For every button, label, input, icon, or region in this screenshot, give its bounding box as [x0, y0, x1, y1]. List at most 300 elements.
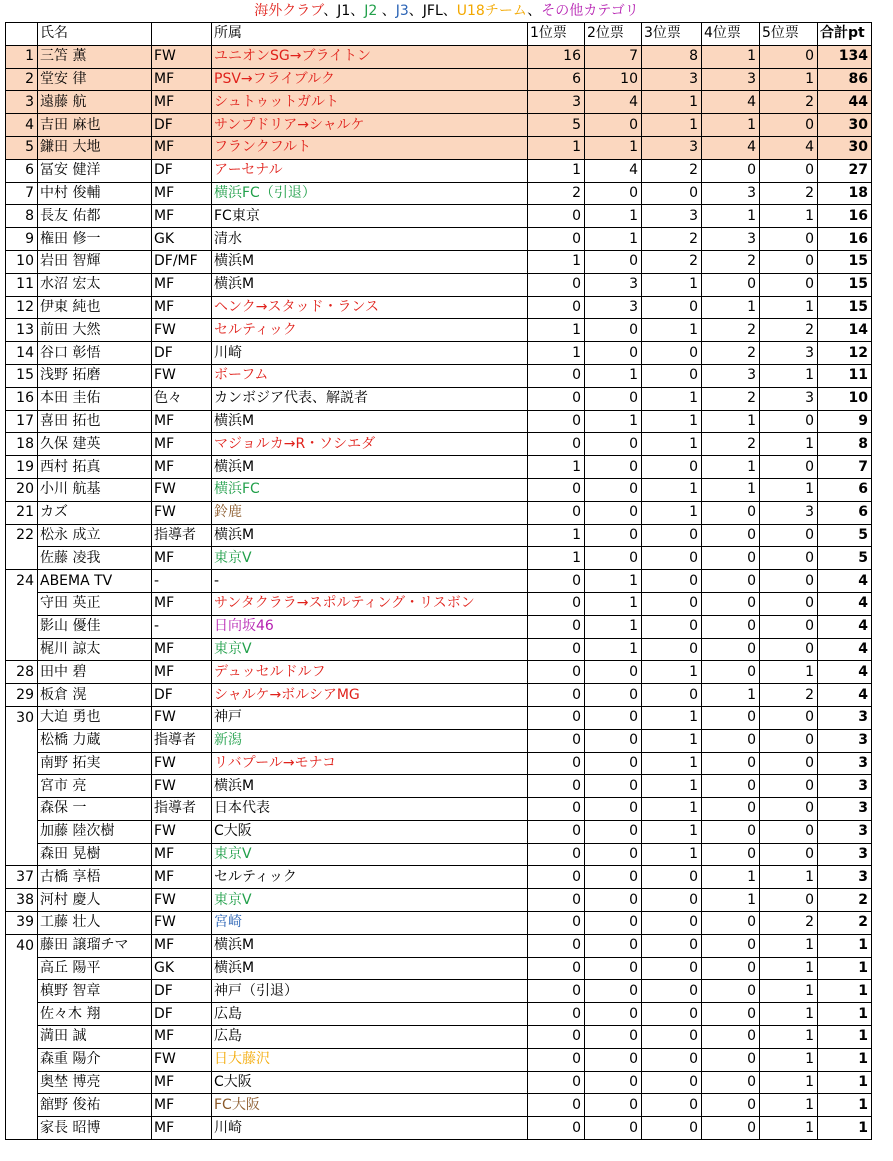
- rank-cell: 38: [6, 889, 38, 912]
- club-cell: 川崎: [212, 1117, 528, 1140]
- total-points: 18: [818, 182, 872, 205]
- vote-1-cell: 0: [528, 364, 585, 387]
- club-cell: ボーフム: [212, 364, 528, 387]
- player-name: 満田 誠: [38, 1026, 152, 1049]
- vote-3-cell: 1: [642, 775, 702, 798]
- vote-2-cell: 1: [585, 615, 642, 638]
- vote-3-cell: 0: [642, 638, 702, 661]
- total-points: 1: [818, 980, 872, 1003]
- rank-cell: [6, 729, 38, 752]
- player-name: 影山 優佳: [38, 615, 152, 638]
- vote-4-cell: 0: [702, 820, 760, 843]
- vote-3-cell: 3: [642, 136, 702, 159]
- vote-1-cell: 0: [528, 1026, 585, 1049]
- vote-5-cell: 2: [760, 684, 818, 707]
- vote-2-cell: 1: [585, 364, 642, 387]
- vote-5-cell: 0: [760, 410, 818, 433]
- vote-2-cell: 3: [585, 273, 642, 296]
- table-row: [6, 638, 872, 661]
- position-cell: DF: [152, 980, 212, 1003]
- rank-cell: [6, 1117, 38, 1140]
- vote-4-cell: 2: [702, 342, 760, 365]
- club-cell: 東京V: [212, 889, 528, 912]
- club-cell: PSV→フライブルク: [212, 68, 528, 91]
- position-cell: MF: [152, 91, 212, 114]
- vote-4-cell: 0: [702, 273, 760, 296]
- vote-3-cell: 0: [642, 1003, 702, 1026]
- total-points: 11: [818, 364, 872, 387]
- table-row: [6, 91, 872, 114]
- position-cell: FW: [152, 501, 212, 524]
- table-row: [6, 706, 872, 729]
- vote-4-cell: 2: [702, 250, 760, 273]
- vote-2-cell: 0: [585, 775, 642, 798]
- table-row: [6, 205, 872, 228]
- club-cell: 横浜M: [212, 250, 528, 273]
- table-row: [6, 775, 872, 798]
- rank-cell: [6, 820, 38, 843]
- vote-4-cell: 0: [702, 706, 760, 729]
- player-name: 板倉 滉: [38, 684, 152, 707]
- player-name: 水沼 宏太: [38, 273, 152, 296]
- club-cell: リバプール→モナコ: [212, 752, 528, 775]
- club-cell: FC東京: [212, 205, 528, 228]
- player-name: 浅野 拓磨: [38, 364, 152, 387]
- vote-5-cell: 1: [760, 68, 818, 91]
- table-row: [6, 136, 872, 159]
- rank-cell: 19: [6, 456, 38, 479]
- position-cell: DF: [152, 1003, 212, 1026]
- rank-cell: 21: [6, 501, 38, 524]
- rank-cell: [6, 775, 38, 798]
- vote-5-cell: 1: [760, 1117, 818, 1140]
- player-name: 古橋 享梧: [38, 866, 152, 889]
- table-row: [6, 592, 872, 615]
- vote-3-cell: 1: [642, 661, 702, 684]
- rank-cell: 3: [6, 91, 38, 114]
- vote-1-cell: 0: [528, 889, 585, 912]
- vote-5-cell: 2: [760, 182, 818, 205]
- header-name: 氏名: [38, 23, 152, 46]
- club-cell: 東京V: [212, 638, 528, 661]
- rank-cell: 20: [6, 478, 38, 501]
- position-cell: 指導者: [152, 798, 212, 821]
- vote-4-cell: 0: [702, 1117, 760, 1140]
- vote-3-cell: 1: [642, 91, 702, 114]
- vote-1-cell: 0: [528, 1071, 585, 1094]
- position-cell: MF: [152, 433, 212, 456]
- rank-cell: 8: [6, 205, 38, 228]
- player-name: 田中 碧: [38, 661, 152, 684]
- player-name: 西村 拓真: [38, 456, 152, 479]
- rank-cell: 4: [6, 114, 38, 137]
- vote-5-cell: 1: [760, 1003, 818, 1026]
- total-points: 2: [818, 912, 872, 935]
- vote-5-cell: 1: [760, 205, 818, 228]
- vote-4-cell: 2: [702, 319, 760, 342]
- total-points: 8: [818, 433, 872, 456]
- vote-3-cell: 2: [642, 250, 702, 273]
- club-cell: 横浜M: [212, 775, 528, 798]
- vote-2-cell: 0: [585, 706, 642, 729]
- position-cell: FW: [152, 820, 212, 843]
- vote-5-cell: 1: [760, 1026, 818, 1049]
- table-row: [6, 228, 872, 251]
- table-row: [6, 68, 872, 91]
- vote-2-cell: 0: [585, 1071, 642, 1094]
- vote-4-cell: 1: [702, 456, 760, 479]
- vote-3-cell: 0: [642, 342, 702, 365]
- player-name: 前田 大然: [38, 319, 152, 342]
- vote-2-cell: 1: [585, 570, 642, 593]
- vote-3-cell: 1: [642, 410, 702, 433]
- vote-5-cell: 0: [760, 706, 818, 729]
- vote-3-cell: 0: [642, 364, 702, 387]
- header-vote5: 5位票: [760, 23, 818, 46]
- category-legend: [0, 1, 893, 21]
- club-cell: 広島: [212, 1026, 528, 1049]
- vote-2-cell: 0: [585, 1094, 642, 1117]
- total-points: 4: [818, 570, 872, 593]
- club-cell: セルティック: [212, 319, 528, 342]
- rank-cell: [6, 1003, 38, 1026]
- player-name: 森田 晃樹: [38, 843, 152, 866]
- rank-cell: 15: [6, 364, 38, 387]
- club-cell: C大阪: [212, 820, 528, 843]
- table-row: [6, 478, 872, 501]
- vote-4-cell: 1: [702, 684, 760, 707]
- total-points: 15: [818, 296, 872, 319]
- position-cell: FW: [152, 889, 212, 912]
- player-name: 伊東 純也: [38, 296, 152, 319]
- vote-2-cell: 1: [585, 136, 642, 159]
- vote-3-cell: 1: [642, 319, 702, 342]
- player-name: 舘野 俊祐: [38, 1094, 152, 1117]
- ranking-body: [6, 45, 872, 1139]
- vote-3-cell: 0: [642, 980, 702, 1003]
- vote-5-cell: 4: [760, 136, 818, 159]
- vote-5-cell: 0: [760, 45, 818, 68]
- vote-1-cell: 0: [528, 912, 585, 935]
- vote-3-cell: 0: [642, 524, 702, 547]
- vote-2-cell: 0: [585, 820, 642, 843]
- vote-5-cell: 0: [760, 524, 818, 547]
- table-row: [6, 524, 872, 547]
- table-row: [6, 319, 872, 342]
- header-vote2: 2位票: [585, 23, 642, 46]
- club-cell: 横浜M: [212, 456, 528, 479]
- total-points: 3: [818, 775, 872, 798]
- vote-5-cell: 0: [760, 638, 818, 661]
- vote-4-cell: 0: [702, 547, 760, 570]
- legend-segment: U18チーム: [456, 3, 528, 19]
- vote-1-cell: 0: [528, 570, 585, 593]
- vote-5-cell: 1: [760, 1048, 818, 1071]
- vote-2-cell: 0: [585, 957, 642, 980]
- player-name: 岩田 智輝: [38, 250, 152, 273]
- total-points: 16: [818, 205, 872, 228]
- total-points: 1: [818, 1026, 872, 1049]
- vote-2-cell: 3: [585, 296, 642, 319]
- vote-3-cell: 1: [642, 798, 702, 821]
- position-cell: FW: [152, 752, 212, 775]
- vote-2-cell: 0: [585, 524, 642, 547]
- table-row: [6, 570, 872, 593]
- vote-3-cell: 1: [642, 273, 702, 296]
- vote-2-cell: 4: [585, 91, 642, 114]
- vote-4-cell: 0: [702, 752, 760, 775]
- club-cell: 横浜FC（引退）: [212, 182, 528, 205]
- vote-3-cell: 0: [642, 1026, 702, 1049]
- vote-5-cell: 1: [760, 661, 818, 684]
- club-cell: 川崎: [212, 342, 528, 365]
- vote-1-cell: 0: [528, 752, 585, 775]
- club-cell: 横浜M: [212, 957, 528, 980]
- rank-cell: 39: [6, 912, 38, 935]
- vote-5-cell: 1: [760, 433, 818, 456]
- vote-1-cell: 0: [528, 501, 585, 524]
- vote-1-cell: 1: [528, 159, 585, 182]
- vote-3-cell: 1: [642, 114, 702, 137]
- club-cell: カンボジア代表、解説者: [212, 387, 528, 410]
- vote-5-cell: 1: [760, 296, 818, 319]
- position-cell: GK: [152, 957, 212, 980]
- club-cell: FC大阪: [212, 1094, 528, 1117]
- position-cell: FW: [152, 319, 212, 342]
- legend-segment: その他カテゴリ: [541, 3, 639, 19]
- vote-3-cell: 0: [642, 684, 702, 707]
- vote-1-cell: 0: [528, 592, 585, 615]
- vote-3-cell: 0: [642, 1071, 702, 1094]
- vote-1-cell: 0: [528, 957, 585, 980]
- vote-2-cell: 0: [585, 456, 642, 479]
- player-name: ABEMA TV: [38, 570, 152, 593]
- total-points: 27: [818, 159, 872, 182]
- vote-2-cell: 0: [585, 798, 642, 821]
- table-row: [6, 957, 872, 980]
- vote-1-cell: 16: [528, 45, 585, 68]
- table-row: [6, 159, 872, 182]
- rank-cell: [6, 1026, 38, 1049]
- total-points: 4: [818, 592, 872, 615]
- position-cell: DF: [152, 159, 212, 182]
- vote-1-cell: 0: [528, 934, 585, 957]
- club-cell: シュトゥットガルト: [212, 91, 528, 114]
- header-row: [6, 23, 872, 46]
- player-name: 大迫 勇也: [38, 706, 152, 729]
- total-points: 1: [818, 1094, 872, 1117]
- table-row: [6, 615, 872, 638]
- vote-1-cell: 5: [528, 114, 585, 137]
- vote-4-cell: 1: [702, 114, 760, 137]
- club-cell: 鈴鹿: [212, 501, 528, 524]
- total-points: 10: [818, 387, 872, 410]
- rank-cell: [6, 752, 38, 775]
- vote-2-cell: 1: [585, 205, 642, 228]
- player-name: 槙野 智章: [38, 980, 152, 1003]
- total-points: 9: [818, 410, 872, 433]
- vote-2-cell: 0: [585, 319, 642, 342]
- club-cell: 宮崎: [212, 912, 528, 935]
- vote-2-cell: 4: [585, 159, 642, 182]
- vote-2-cell: 0: [585, 934, 642, 957]
- vote-3-cell: 1: [642, 820, 702, 843]
- vote-4-cell: 0: [702, 980, 760, 1003]
- table-row: [6, 273, 872, 296]
- club-cell: シャルケ→ボルシアMG: [212, 684, 528, 707]
- total-points: 44: [818, 91, 872, 114]
- vote-2-cell: 0: [585, 661, 642, 684]
- total-points: 5: [818, 547, 872, 570]
- club-cell: 日大藤沢: [212, 1048, 528, 1071]
- club-cell: デュッセルドルフ: [212, 661, 528, 684]
- player-name: 高丘 陽平: [38, 957, 152, 980]
- vote-4-cell: 1: [702, 866, 760, 889]
- vote-4-cell: 0: [702, 1026, 760, 1049]
- vote-5-cell: 2: [760, 91, 818, 114]
- vote-1-cell: 0: [528, 615, 585, 638]
- vote-1-cell: 0: [528, 1048, 585, 1071]
- vote-5-cell: 1: [760, 934, 818, 957]
- vote-5-cell: 0: [760, 456, 818, 479]
- table-row: [6, 1117, 872, 1140]
- vote-5-cell: 1: [760, 1094, 818, 1117]
- position-cell: MF: [152, 934, 212, 957]
- player-name: 南野 拓実: [38, 752, 152, 775]
- vote-5-cell: 0: [760, 798, 818, 821]
- total-points: 30: [818, 114, 872, 137]
- total-points: 1: [818, 1071, 872, 1094]
- player-name: 梶川 諒太: [38, 638, 152, 661]
- total-points: 6: [818, 501, 872, 524]
- vote-1-cell: 0: [528, 410, 585, 433]
- rank-cell: [6, 798, 38, 821]
- player-name: 中村 俊輔: [38, 182, 152, 205]
- vote-5-cell: 3: [760, 342, 818, 365]
- rank-cell: 10: [6, 250, 38, 273]
- vote-3-cell: 0: [642, 934, 702, 957]
- table-row: [6, 729, 872, 752]
- club-cell: ユニオンSG→ブライトン: [212, 45, 528, 68]
- total-points: 4: [818, 638, 872, 661]
- header-total: 合計pt: [818, 23, 872, 46]
- position-cell: MF: [152, 592, 212, 615]
- table-row: [6, 1071, 872, 1094]
- total-points: 7: [818, 456, 872, 479]
- vote-2-cell: 0: [585, 912, 642, 935]
- position-cell: MF: [152, 1094, 212, 1117]
- rank-cell: [6, 547, 38, 570]
- player-name: 鎌田 大地: [38, 136, 152, 159]
- vote-3-cell: 0: [642, 889, 702, 912]
- total-points: 1: [818, 1117, 872, 1140]
- club-cell: 横浜M: [212, 934, 528, 957]
- player-name: 松橋 力蔵: [38, 729, 152, 752]
- vote-5-cell: 0: [760, 547, 818, 570]
- vote-4-cell: 0: [702, 775, 760, 798]
- vote-4-cell: 3: [702, 364, 760, 387]
- rank-cell: [6, 592, 38, 615]
- vote-1-cell: 0: [528, 387, 585, 410]
- vote-5-cell: 1: [760, 980, 818, 1003]
- table-row: [6, 1094, 872, 1117]
- total-points: 4: [818, 661, 872, 684]
- vote-4-cell: 1: [702, 205, 760, 228]
- club-cell: 神戸（引退）: [212, 980, 528, 1003]
- table-row: [6, 456, 872, 479]
- position-cell: DF: [152, 114, 212, 137]
- vote-4-cell: 0: [702, 912, 760, 935]
- vote-4-cell: 3: [702, 228, 760, 251]
- club-cell: ヘンク→スタッド・ランス: [212, 296, 528, 319]
- rank-cell: 7: [6, 182, 38, 205]
- vote-2-cell: 0: [585, 433, 642, 456]
- vote-2-cell: 0: [585, 1026, 642, 1049]
- position-cell: MF: [152, 547, 212, 570]
- vote-3-cell: 1: [642, 729, 702, 752]
- vote-5-cell: 0: [760, 820, 818, 843]
- vote-1-cell: 0: [528, 433, 585, 456]
- header-position: [152, 23, 212, 46]
- club-cell: サンプドリア→シャルケ: [212, 114, 528, 137]
- position-cell: FW: [152, 1048, 212, 1071]
- rank-cell: [6, 980, 38, 1003]
- table-row: [6, 114, 872, 137]
- rank-cell: 22: [6, 524, 38, 547]
- rank-cell: 30: [6, 706, 38, 729]
- rank-cell: 11: [6, 273, 38, 296]
- vote-3-cell: 2: [642, 159, 702, 182]
- vote-1-cell: 0: [528, 729, 585, 752]
- vote-4-cell: 0: [702, 934, 760, 957]
- vote-2-cell: 0: [585, 843, 642, 866]
- vote-3-cell: 1: [642, 706, 702, 729]
- header-rank: [6, 23, 38, 46]
- vote-2-cell: 0: [585, 1117, 642, 1140]
- total-points: 3: [818, 729, 872, 752]
- vote-5-cell: 1: [760, 866, 818, 889]
- player-name: 冨安 健洋: [38, 159, 152, 182]
- table-row: [6, 912, 872, 935]
- club-cell: 横浜M: [212, 410, 528, 433]
- vote-2-cell: 0: [585, 387, 642, 410]
- position-cell: FW: [152, 364, 212, 387]
- vote-4-cell: 4: [702, 136, 760, 159]
- rank-cell: 28: [6, 661, 38, 684]
- club-cell: C大阪: [212, 1071, 528, 1094]
- vote-2-cell: 0: [585, 547, 642, 570]
- position-cell: MF: [152, 1026, 212, 1049]
- vote-4-cell: 1: [702, 889, 760, 912]
- table-row: [6, 547, 872, 570]
- club-cell: 東京V: [212, 843, 528, 866]
- vote-3-cell: 0: [642, 1117, 702, 1140]
- vote-5-cell: 0: [760, 752, 818, 775]
- player-name: 松永 成立: [38, 524, 152, 547]
- vote-5-cell: 1: [760, 478, 818, 501]
- total-points: 12: [818, 342, 872, 365]
- vote-1-cell: 1: [528, 547, 585, 570]
- rank-cell: [6, 1071, 38, 1094]
- vote-5-cell: 0: [760, 889, 818, 912]
- position-cell: MF: [152, 1117, 212, 1140]
- position-cell: FW: [152, 775, 212, 798]
- header-club: 所属: [212, 23, 528, 46]
- rank-cell: 24: [6, 570, 38, 593]
- vote-1-cell: 1: [528, 456, 585, 479]
- position-cell: MF: [152, 843, 212, 866]
- vote-1-cell: 0: [528, 775, 585, 798]
